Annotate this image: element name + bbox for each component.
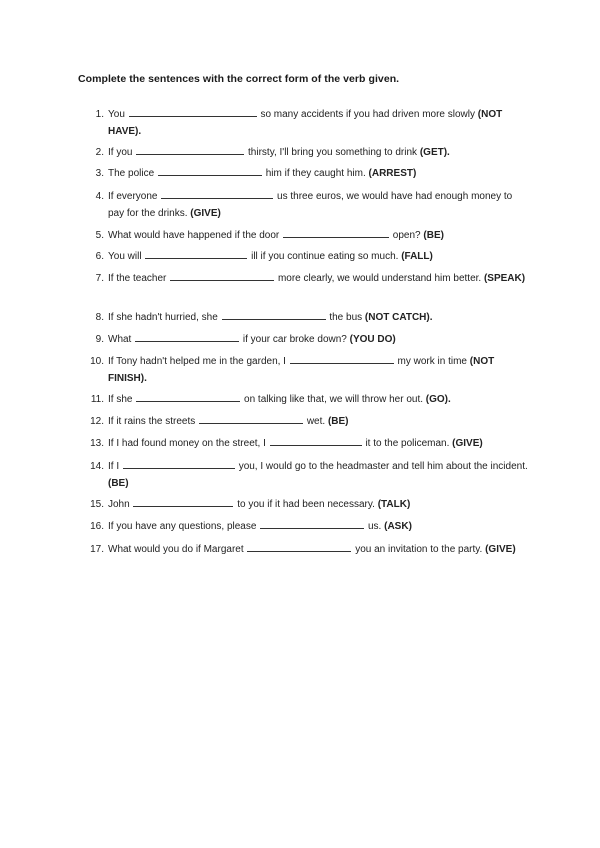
- item-text: [108, 497, 528, 514]
- text-before: If the teacher: [108, 273, 167, 284]
- text-before: If she hadn't hurried, she: [108, 312, 218, 323]
- item-number: 11.: [90, 394, 104, 405]
- item-text: [108, 249, 528, 266]
- verb-hint: (BE): [423, 230, 444, 241]
- item-number: 7.: [95, 273, 104, 284]
- item-text: [108, 189, 528, 222]
- verb-hint: (BE): [108, 477, 129, 489]
- verb-hint: (FALL): [401, 251, 433, 262]
- verb-hint: (NOT HAVE).: [108, 109, 503, 137]
- text-before: What would you do if Margaret: [108, 544, 244, 555]
- verb-hint: (YOU DO): [349, 334, 396, 345]
- text-after: my work in time: [397, 356, 467, 367]
- text-after: to you if it had been necessary.: [237, 499, 375, 510]
- answer-blank[interactable]: [133, 497, 233, 507]
- verb-hint: (NOT FINISH).: [108, 356, 495, 384]
- item-text: [108, 145, 528, 162]
- text-before: If Tony hadn't helped me in the garden, I: [108, 356, 286, 367]
- text-before: If I had found money on the street, I: [108, 438, 266, 449]
- text-before: John: [108, 499, 130, 510]
- item-text: [108, 166, 528, 183]
- text-after: you, I would go to the headmaster and tell him about the incident.: [238, 461, 528, 472]
- item-text: [108, 107, 528, 140]
- answer-blank[interactable]: [145, 249, 247, 259]
- answer-blank[interactable]: [136, 392, 240, 402]
- item-number: 2.: [95, 147, 104, 158]
- item-text: [108, 354, 528, 387]
- text-before: If I: [108, 461, 120, 472]
- text-before: What would have happened if the door: [108, 230, 280, 241]
- item-number: 10.: [90, 356, 104, 367]
- instructions-heading: Complete the sentences with the correct form of the verb given.: [78, 73, 400, 85]
- item-number: 17.: [90, 544, 104, 555]
- item-number: 13.: [90, 438, 104, 449]
- item-text: [108, 332, 528, 349]
- item-number: 4.: [95, 191, 104, 202]
- verb-hint: (SPEAK): [483, 273, 526, 284]
- text-after: open?: [392, 230, 421, 241]
- text-before: The police: [108, 168, 155, 179]
- answer-blank[interactable]: [260, 519, 364, 529]
- text-after: so many accidents if you had driven more slowly: [260, 109, 475, 120]
- text-after: you an invitation to the party.: [355, 544, 483, 555]
- item-text: [108, 271, 528, 288]
- item-text: [108, 310, 528, 327]
- text-before: You: [108, 109, 125, 120]
- item-text: [108, 519, 528, 536]
- verb-hint: (GIVE): [190, 207, 221, 219]
- answer-blank[interactable]: [270, 436, 362, 446]
- text-after: it to the policeman.: [365, 438, 450, 449]
- text-after: thirsty, I'll bring you something to drink: [248, 147, 418, 158]
- verb-hint: (GET).: [419, 147, 450, 158]
- text-before: What: [108, 334, 132, 345]
- item-number: 12.: [90, 416, 104, 427]
- text-after: him if they caught him.: [265, 168, 366, 179]
- text-after: the bus: [329, 312, 363, 323]
- text-before: If it rains the streets: [108, 416, 196, 427]
- text-before: If you: [108, 147, 133, 158]
- answer-blank[interactable]: [290, 354, 394, 364]
- item-text: [108, 414, 528, 431]
- item-text: [108, 228, 528, 245]
- text-after: wet.: [306, 416, 326, 427]
- text-after: us.: [368, 521, 382, 532]
- item-number: 6.: [95, 251, 104, 262]
- item-number: 14.: [90, 461, 104, 472]
- verb-hint: (NOT CATCH).: [364, 312, 433, 323]
- item-number: 15.: [90, 499, 104, 510]
- text-before: If you have any questions, please: [108, 521, 257, 532]
- answer-blank[interactable]: [129, 107, 257, 117]
- answer-blank[interactable]: [136, 145, 244, 155]
- item-number: 5.: [95, 230, 104, 241]
- item-number: 8.: [95, 312, 104, 323]
- answer-blank[interactable]: [222, 310, 326, 320]
- answer-blank[interactable]: [158, 166, 262, 176]
- text-after: ill if you continue eating so much.: [251, 251, 399, 262]
- verb-hint: (ARREST): [368, 168, 417, 179]
- item-text: [108, 392, 528, 409]
- verb-hint: (GO).: [425, 394, 451, 405]
- answer-blank[interactable]: [135, 332, 239, 342]
- text-before: If she: [108, 394, 133, 405]
- item-number: 9.: [95, 334, 104, 345]
- text-after: on talking like that, we will throw her out.: [244, 394, 424, 405]
- item-text: [108, 459, 528, 492]
- verb-hint: (TALK): [377, 499, 411, 510]
- verb-hint: (GIVE): [485, 544, 516, 555]
- verb-hint: (ASK): [384, 521, 412, 532]
- text-after: more clearly, we would understand him better.: [277, 273, 482, 284]
- item-number: 16.: [90, 521, 104, 532]
- answer-blank[interactable]: [199, 414, 303, 424]
- text-after: us three euros, we would have had enough money to pay for the drinks.: [108, 191, 513, 219]
- item-number: 1.: [95, 109, 104, 120]
- text-after: if your car broke down?: [242, 334, 347, 345]
- verb-hint: (GIVE): [452, 438, 483, 449]
- text-before: If everyone: [108, 191, 158, 202]
- item-number: 3.: [95, 168, 104, 179]
- verb-hint: (BE): [327, 416, 349, 427]
- answer-blank[interactable]: [123, 459, 235, 469]
- item-text: [108, 542, 528, 559]
- answer-blank[interactable]: [247, 542, 351, 552]
- answer-blank[interactable]: [170, 271, 274, 281]
- item-text: [108, 436, 528, 453]
- answer-blank[interactable]: [161, 189, 273, 199]
- text-before: You will: [108, 251, 142, 262]
- answer-blank[interactable]: [283, 228, 389, 238]
